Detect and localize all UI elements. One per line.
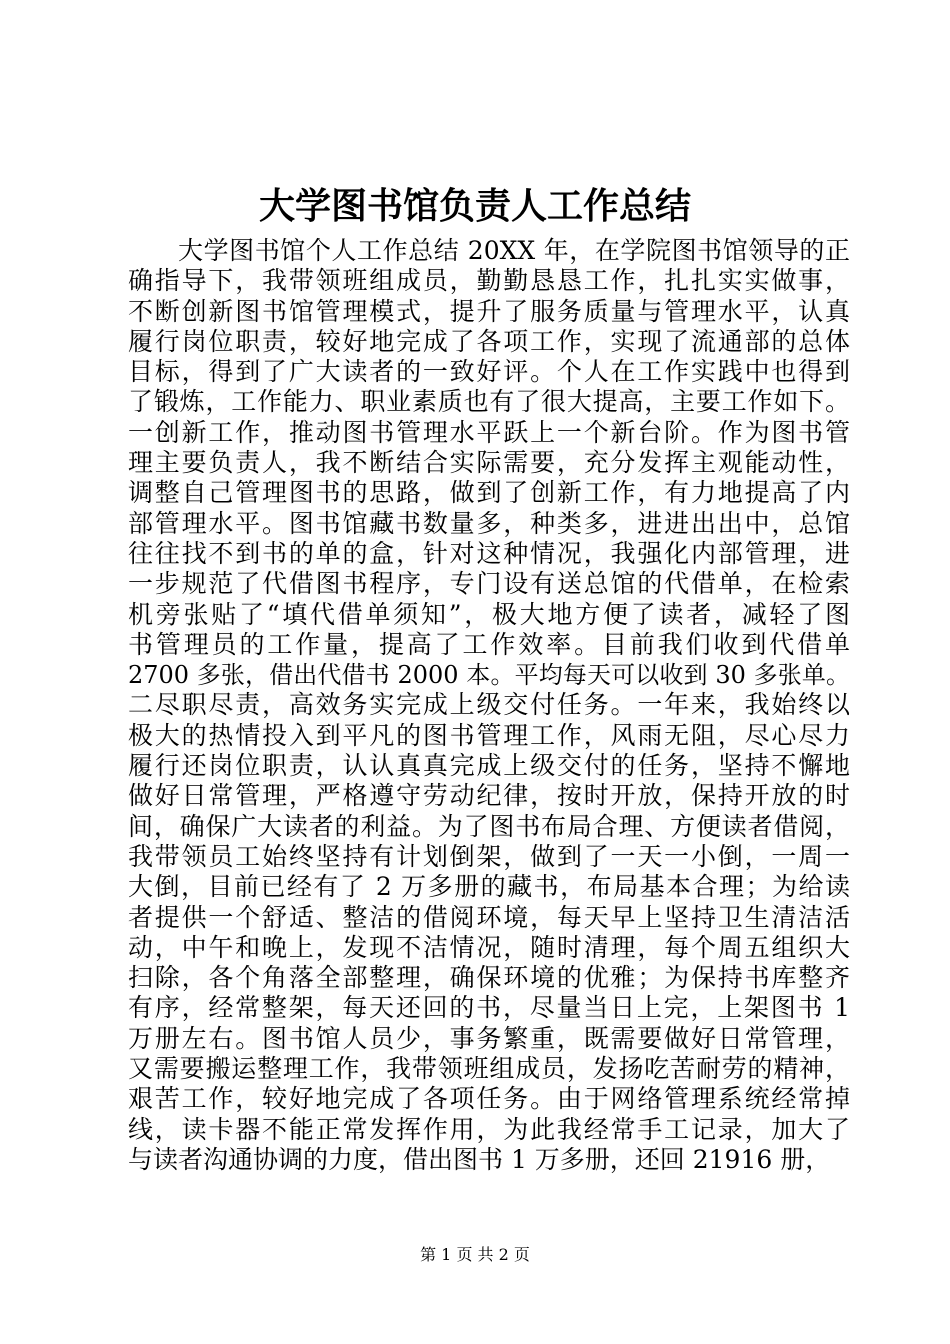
paragraph-line: 我带领员工始终坚持有计划倒架，做到了一天一小倒，一周一 [128,841,850,871]
paragraph-line: 艰苦工作，较好地完成了各项任务。由于网络管理系统经常掉 [128,1084,850,1114]
paragraph-line: 履行岗位职责，较好地完成了各项工作，实现了流通部的总体 [128,326,850,356]
paragraph-line: 书管理员的工作量，提高了工作效率。目前我们收到代借单 [128,629,850,659]
document-title: 大学图书馆负责人工作总结 [258,185,691,227]
paragraph-line: 一步规范了代借图书程序，专门设有送总馆的代借单，在检索 [128,569,850,599]
paragraph-line: 二尽职尽责，高效务实完成上级交付任务。一年来，我始终以 [128,690,850,720]
paragraph-line: 有序，经常整架，每天还回的书，尽量当日上完，上架图书 1 [128,993,850,1023]
paragraph-line: 线，读卡器不能正常发挥作用，为此我经常手工记录，加大了 [128,1114,850,1144]
paragraph-line: 履行还岗位职责，认认真真完成上级交付的任务，坚持不懈地 [128,751,850,781]
paragraph-line: 2700 多张，借出代借书 2000 本。平均每天可以收到 30 多张单。 [128,661,850,690]
paragraph-line: 目标，得到了广大读者的一致好评。个人在工作实践中也得到 [128,357,850,387]
paragraph-line: 极大的热情投入到平凡的图书管理工作，风雨无阻，尽心尽力 [128,720,850,750]
paragraph-line: 间，确保广大读者的利益。为了图书布局合理、方便读者借阅， [128,811,850,841]
body-text [128,236,850,1175]
paragraph-line: 往往找不到书的单的盒，针对这种情况，我强化内部管理，进 [128,538,850,568]
paragraph-line: 扫除，各个角落全部整理，确保环境的优雅；为保持书库整齐 [128,963,850,993]
paragraph-line: 与读者沟通协调的力度，借出图书 1 万多册，还回 21916 册， [128,1144,831,1174]
paragraph-line: 万册左右。图书馆人员少，事务繁重，既需要做好日常管理， [128,1023,850,1053]
paragraph-line: 做好日常管理，严格遵守劳动纪律，按时开放，保持开放的时 [128,781,850,811]
paragraph-line: 者提供一个舒适、整洁的借阅环境，每天早上坚持卫生清洁活 [128,902,850,932]
paragraph-line: 动，中午和晚上，发现不洁情况，随时清理，每个周五组织大 [128,932,850,962]
page-number-footer: 第 1 页 共 2 页 [420,1245,530,1264]
paragraph-line: 一创新工作，推动图书管理水平跃上一个新台阶。作为图书管 [128,417,850,447]
paragraph-line: 调整自己管理图书的思路，做到了创新工作，有力地提高了内 [128,478,850,508]
paragraph-line: 又需要搬运整理工作，我带领班组成员，发扬吃苦耐劳的精神， [128,1054,850,1084]
paragraph-line: 部管理水平。图书馆藏书数量多，种类多，进进出出中，总馆 [128,508,850,538]
paragraph-line: 机旁张贴了“填代借单须知”，极大地方便了读者，减轻了图 [128,599,850,629]
paragraph-line: 大倒，目前已经有了 2 万多册的藏书，布局基本合理；为给读 [128,872,850,902]
paragraph-line: 理主要负责人，我不断结合实际需要，充分发挥主观能动性， [128,448,850,478]
paragraph-line: 不断创新图书馆管理模式，提升了服务质量与管理水平，认真 [128,296,850,326]
paragraph-line: 了锻炼，工作能力、职业素质也有了很大提高，主要工作如下。 [128,387,850,417]
paragraph-line: 确指导下，我带领班组成员，勤勤恳恳工作，扎扎实实做事， [128,266,850,296]
paragraph-line: 大学图书馆个人工作总结 20XX 年，在学院图书馆领导的正 [178,236,850,265]
